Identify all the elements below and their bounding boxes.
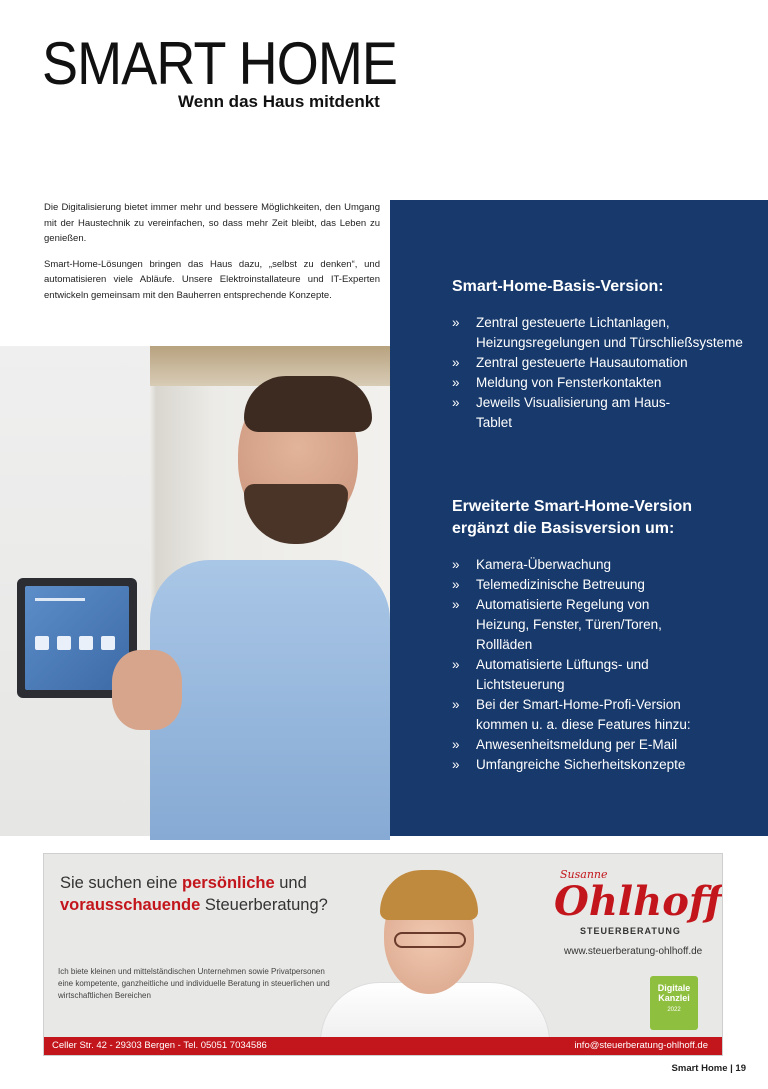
features-panel — [390, 200, 768, 836]
intro-paragraph: Die Digitalisierung bietet immer mehr und bessere Möglichkeiten, den Umgang mit der Haustechnik zu vereinfachen, so dass mehr Zeit bleibt, das Leben zu genießen. — [44, 202, 380, 244]
person-hair — [244, 376, 372, 432]
logo-subtitle: STEUERBERATUNG — [580, 926, 681, 936]
list-item: » Kamera-Überwachung — [452, 555, 702, 575]
list-item: » Jeweils Visualisierung am Haus-Tablet — [452, 395, 671, 430]
advertisement[interactable] — [43, 853, 723, 1056]
extended-list — [452, 555, 702, 775]
bullet-marker: » — [452, 395, 460, 410]
logo-first-name: Susanne — [560, 868, 608, 881]
ad-headline: Sie suchen eine persönliche und vorausschauende Steuerberatung? — [60, 874, 328, 914]
ad-website-link[interactable]: www.steuerberatung-ohlhoff.de — [564, 946, 703, 957]
bullet-marker: » — [452, 315, 460, 330]
bullet-marker: » — [452, 697, 460, 712]
bullet-marker: » — [452, 557, 460, 572]
list-item: » Automatisierte Regelung von Heizung, Fenster, Türen/Toren, Rollläden — [452, 597, 662, 652]
ad-address: Celler Str. 42 - 29303 Bergen - Tel. 05051 7034586 — [52, 1040, 267, 1051]
list-item: » Telemedizinische Betreuung — [452, 575, 702, 595]
intro-paragraph: Smart-Home-Lösungen bringen das Haus dazu, „selbst zu denken“, und automatisieren viele Abläufe. Unsere Elektroinstallateure und IT-Experten entwickeln gemeinsam mit den Bauherren entsprechende Konzepte. — [44, 258, 380, 301]
bullet-marker: » — [452, 657, 460, 672]
bullet-marker: » — [452, 737, 460, 752]
ad-body-text: Ich biete kleinen und mittelständischen Unternehmen sowie Privatpersonen eine kompetente, ganzheitliche und individuelle Beratung in steuerlichen und wirtschaftlichen Bereichen — [58, 967, 330, 1000]
basis-heading: Smart-Home-Basis-Version: — [452, 278, 664, 295]
page-footer: Smart Home | 19 — [671, 1063, 746, 1074]
list-item: » Meldung von Fensterkontakten — [452, 373, 752, 393]
list-item: » Automatisierte Lüftungs- und Lichtsteuerung — [452, 657, 649, 692]
ad-contact-bar — [44, 1037, 722, 1055]
bullet-marker: » — [452, 597, 460, 612]
woman-portrait-hair — [380, 870, 478, 920]
digital-kanzlei-badge: Digitale Kanzlei 2022 — [650, 976, 698, 1030]
list-item: » Umfangreiche Sicherheitskonzepte — [452, 755, 702, 775]
list-item: » Anwesenheitsmeldung per E-Mail — [452, 735, 702, 755]
logo-last-name: Ohlhoff — [554, 878, 722, 925]
woman-portrait-glasses — [394, 932, 466, 948]
bullet-marker: » — [452, 355, 460, 370]
bullet-marker: » — [452, 757, 460, 772]
basis-list — [452, 313, 752, 433]
page-subtitle: Wenn das Haus mitdenkt — [178, 92, 380, 111]
list-item: » Zentral gesteuerte Hausautomation — [452, 353, 752, 373]
page-title: SMART HOME — [42, 30, 398, 97]
ad-email-link[interactable]: info@steuerberatung-ohlhoff.de — [574, 1040, 708, 1051]
list-item: » Bei der Smart-Home-Profi-Version kommen u. a. diese Features hinzu: — [452, 697, 691, 732]
person-shirt — [150, 560, 390, 840]
intro-text — [44, 200, 380, 313]
bullet-marker: » — [452, 375, 460, 390]
person-hand — [112, 650, 182, 730]
bullet-marker: » — [452, 577, 460, 592]
list-item: » Zentral gesteuerte Lichtanlagen, Heizungsregelungen und Türschließsysteme — [452, 315, 743, 350]
extended-heading: Erweiterte Smart-Home-Version ergänzt die Basisversion um: — [452, 498, 693, 537]
